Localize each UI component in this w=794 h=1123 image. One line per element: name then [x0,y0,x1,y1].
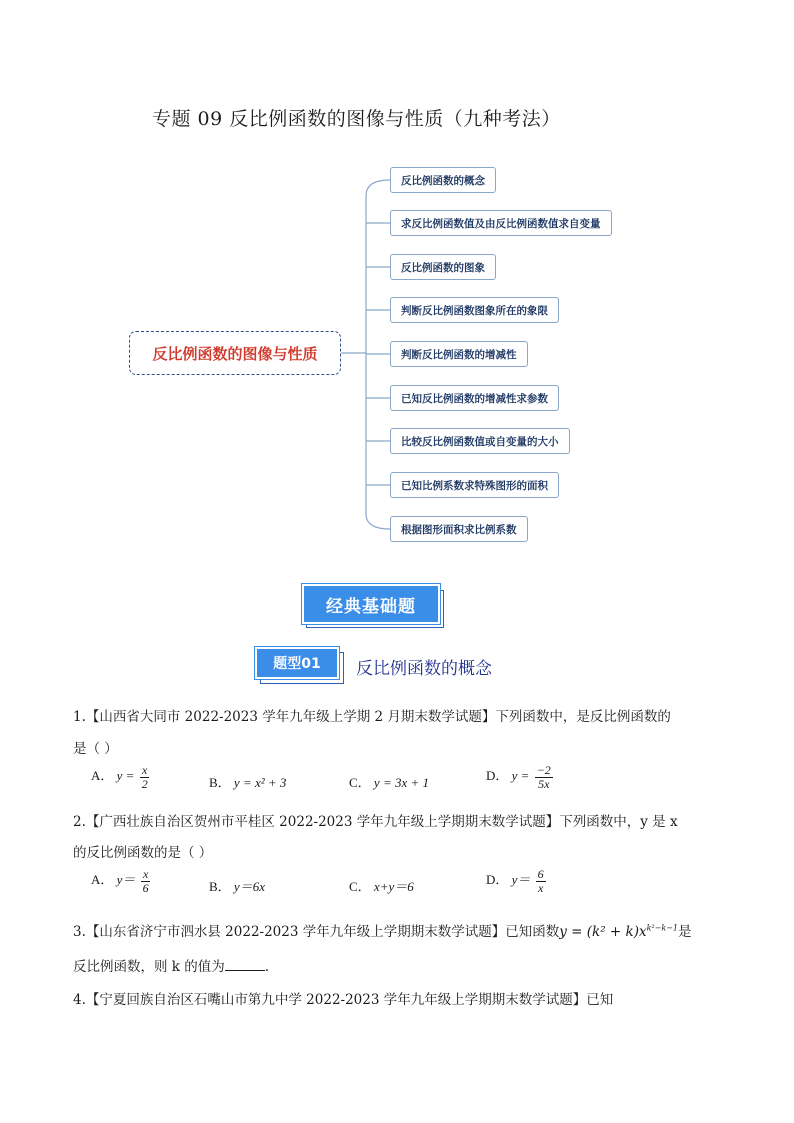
option-label: C． [349,879,371,894]
option-lhs: y＝ [116,872,136,888]
q3-stem-text: 3.【山东省济宁市泗水县 2022-2023 学年九年级上学期期末数学试题】已知函数 [73,924,560,940]
fraction-numerator: 6 [537,867,544,881]
mindmap-branch-4: 判断反比例函数图象所在的象限 [390,297,559,323]
q3-period: . [264,959,270,975]
answer-blank[interactable] [225,958,265,971]
option-lhs: y = [116,768,135,784]
q1-option-c [349,772,429,791]
q2-stem-line1: 2.【广西壮族自治区贺州市平桂区 2022-2023 学年九年级上学期期末数学试题】下列函数中，y 是 x [73,814,678,830]
mindmap-branch-6: 已知反比例函数的增减性求参数 [390,385,559,411]
q2-option-a [91,868,153,894]
question-type-tag: 题型01 [255,647,339,679]
option-label: D． [486,872,509,888]
mindmap-root: 反比例函数的图像与性质 [129,331,341,375]
fraction-numerator: x [142,763,148,777]
mindmap-branch-8: 已知比例系数求特殊图形的面积 [390,472,559,498]
section-title: 反比例函数的概念 [356,659,492,679]
mindmap-branch-2: 求反比例函数值及由反比例函数值求自变量 [390,210,612,236]
mindmap-branch-3: 反比例函数的图象 [390,254,496,280]
mindmap-branch-5: 判断反比例函数的增减性 [390,341,528,367]
option-label: B． [209,775,231,790]
q2-option-c [349,876,414,895]
fraction [536,868,546,894]
q1-stem-line1: 1.【山西省大同市 2022-2023 学年九年级上学期 2 月期末数学试题】下列函数中，是反比例函数的 [73,709,671,725]
option-label: C． [349,775,371,790]
fraction [141,868,151,894]
option-expression: y = x² + 3 [233,775,287,790]
fraction-numerator: x [143,867,149,881]
option-lhs: y＝ [511,872,531,888]
option-label: A． [91,768,114,784]
option-lhs: y = [511,768,530,784]
option-label: D． [486,768,509,784]
q3-stem-end: 是 [678,924,692,940]
mindmap-branch-1: 反比例函数的概念 [390,167,496,193]
q3-exponent: k²−k−1 [646,923,678,933]
mindmap-branch-9: 根据图形面积求比例系数 [390,516,528,542]
q2-option-b [209,876,265,895]
q2-option-d [486,868,548,894]
q3-formula: y = (k² + k)x [559,924,647,940]
q3-stem-line2 [73,955,269,975]
option-expression: y = 3x + 1 [373,775,430,790]
q3-stem-line1 [73,920,692,940]
option-expression: y＝6x [233,879,265,894]
page-title: 专题 09 反比例函数的图像与性质（九种考法） [152,108,561,130]
section-banner: 经典基础题 [302,584,440,624]
q1-option-a [91,764,152,790]
q3-stem-text-2: 反比例函数，则 k 的值为 [73,959,225,975]
fraction-denominator: x [538,880,544,895]
q1-option-d [486,764,555,790]
fraction-denominator: 6 [142,880,149,895]
q4-stem-line1: 4.【宁夏回族自治区石嘴山市第九中学 2022-2023 学年九年级上学期期末数学试题】已知 [73,992,614,1008]
fraction-denominator: 2 [141,776,148,791]
q1-option-b [209,772,286,791]
option-expression: x+y＝6 [373,879,414,894]
fraction-denominator: 5x [538,776,550,791]
fraction-numerator: −2 [536,763,551,777]
fraction [140,764,150,790]
q2-stem-line2: 的反比例函数的是（ ） [73,845,213,861]
mindmap-branch-7: 比较反比例函数值或自变量的大小 [390,428,570,454]
option-label: A． [91,872,114,888]
fraction [535,764,553,790]
option-label: B． [209,879,231,894]
q1-stem-line2: 是（ ） [73,741,118,757]
